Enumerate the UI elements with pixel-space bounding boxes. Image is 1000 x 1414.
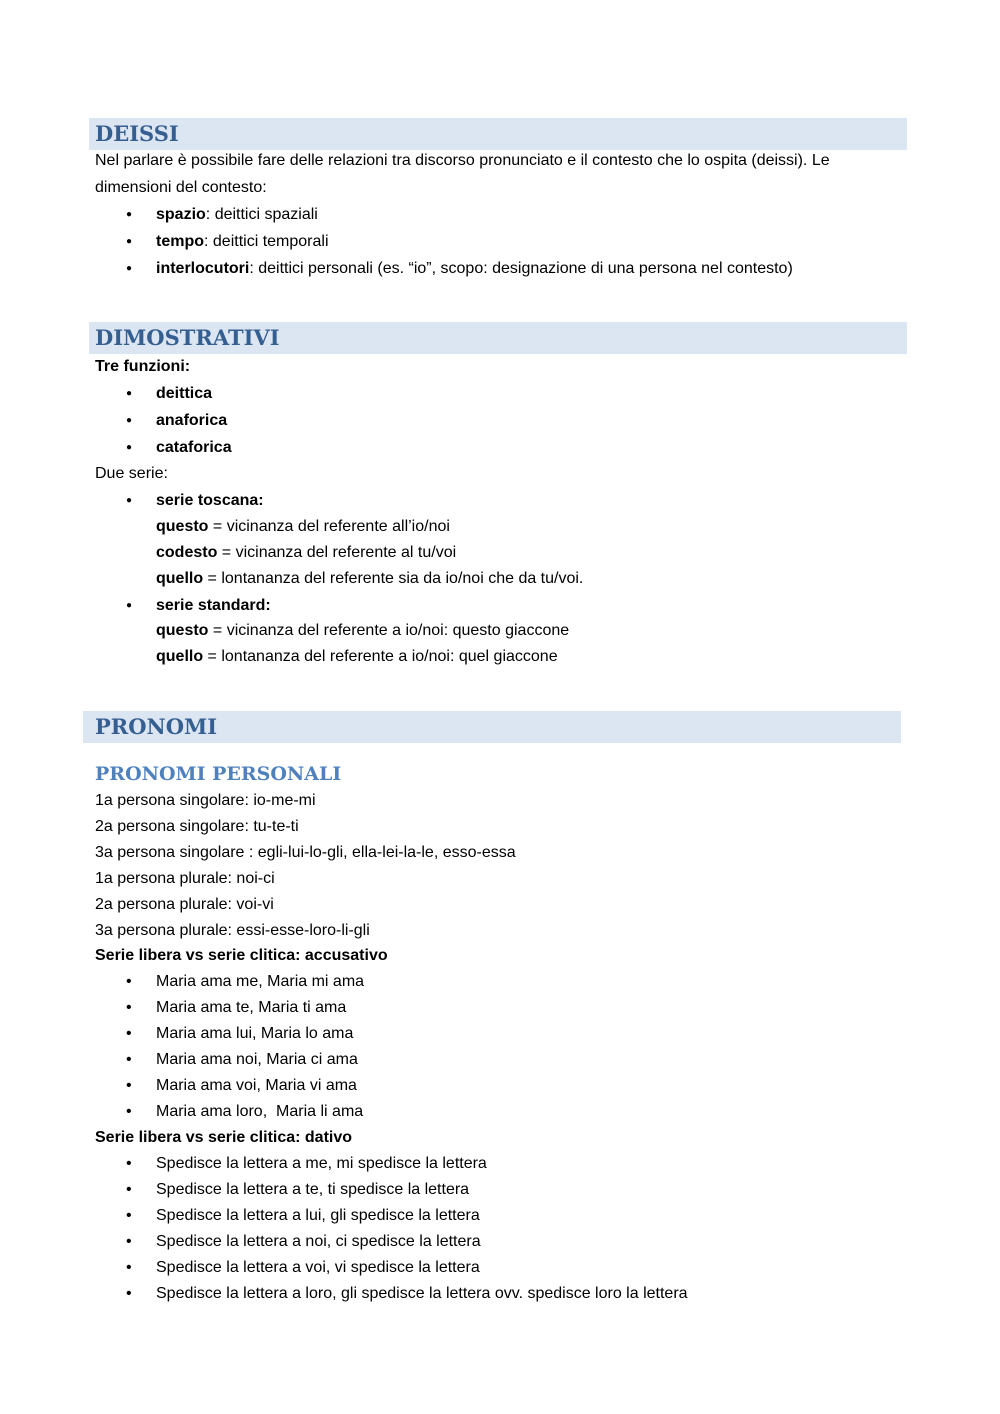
- section-heading-dimostrativi: DIMOSTRATIVI: [89, 322, 907, 354]
- deissi-term: tempo: [156, 233, 204, 250]
- pronoun-term: quello: [156, 648, 204, 665]
- deissi-desc: : deittici personali (es. “io”, scopo: designazione di una persona nel contesto): [249, 260, 793, 277]
- pronoun-desc: = vicinanza del referente all’io/noi: [208, 518, 450, 535]
- bullet-icon: [126, 1023, 132, 1045]
- persona-row: 2a persona plurale: voi-vi: [95, 896, 274, 913]
- pronoun-desc: = lontananza del referente sia da io/noi che da tu/voi.: [203, 570, 584, 587]
- bullet-icon: [126, 383, 132, 405]
- deissi-desc: : deittici temporali: [204, 233, 329, 250]
- serie-label: Due serie:: [95, 465, 168, 482]
- accusativo-example: Maria ama lui, Maria lo ama: [156, 1025, 354, 1042]
- deissi-intro-line-2: dimensioni del contesto:: [95, 179, 267, 196]
- section-heading-pronomi: PRONOMI: [83, 711, 901, 743]
- dativo-example: Spedisce la lettera a noi, ci spedisce la lettera: [156, 1233, 481, 1250]
- deissi-item-interlocutori: [156, 258, 793, 280]
- dativo-example: Spedisce la lettera a lui, gli spedisce la lettera: [156, 1207, 480, 1224]
- bullet-icon: [126, 258, 132, 280]
- bullet-icon: [126, 204, 132, 226]
- pronoun-term: quello: [156, 570, 204, 587]
- accusativo-example: Maria ama loro, Maria li ama: [156, 1103, 364, 1120]
- bullet-icon: [126, 971, 132, 993]
- serie-standard-row: [156, 646, 558, 668]
- bullet-icon: [126, 410, 132, 432]
- bullet-icon: [126, 1075, 132, 1097]
- serie-toscana-row: [156, 542, 456, 564]
- bullet-icon: [126, 1205, 132, 1227]
- persona-row: 2a persona singolare: tu-te-ti: [95, 818, 299, 835]
- bullet-icon: [126, 595, 132, 617]
- funzione-item: deittica: [156, 385, 213, 402]
- deissi-term: spazio: [156, 206, 206, 223]
- serie-standard-label: serie standard:: [156, 597, 271, 614]
- accusativo-label: Serie libera vs serie clitica: accusativo: [95, 947, 388, 964]
- pronoun-desc: = vicinanza del referente a io/noi: questo giaccone: [208, 622, 570, 639]
- pronoun-desc: = vicinanza del referente al tu/voi: [217, 544, 457, 561]
- bullet-icon: [126, 231, 132, 253]
- bullet-icon: [126, 1179, 132, 1201]
- subheading-pronomi-personali: PRONOMI PERSONALI: [95, 763, 342, 785]
- pronoun-term: codesto: [156, 544, 218, 561]
- dativo-example: Spedisce la lettera a loro, gli spedisce la lettera ovv. spedisce loro la lettera: [156, 1285, 688, 1302]
- deissi-desc: : deittici spaziali: [205, 206, 318, 223]
- funzioni-label: Tre funzioni:: [95, 358, 191, 375]
- deissi-intro-line-1: Nel parlare è possibile fare delle relazioni tra discorso pronunciato e il contesto che lo ospita (deissi). Le: [95, 152, 830, 169]
- bullet-icon: [126, 1283, 132, 1305]
- accusativo-example: Maria ama voi, Maria vi ama: [156, 1077, 357, 1094]
- bullet-icon: [126, 1049, 132, 1071]
- bullet-icon: [126, 997, 132, 1019]
- dativo-label: Serie libera vs serie clitica: dativo: [95, 1129, 353, 1146]
- serie-toscana-row: [156, 516, 450, 538]
- persona-row: 3a persona plurale: essi-esse-loro-li-gli: [95, 922, 370, 939]
- funzione-item: anaforica: [156, 412, 228, 429]
- bullet-icon: [126, 437, 132, 459]
- bullet-icon: [126, 1101, 132, 1123]
- section-heading-deissi: DEISSI: [89, 118, 907, 150]
- pronoun-term: questo: [156, 622, 209, 639]
- persona-row: 1a persona singolare: io-me-mi: [95, 792, 316, 809]
- dativo-example: Spedisce la lettera a voi, vi spedisce la lettera: [156, 1259, 480, 1276]
- accusativo-example: Maria ama te, Maria ti ama: [156, 999, 347, 1016]
- serie-toscana-row: [156, 568, 583, 590]
- serie-standard-row: [156, 620, 569, 642]
- bullet-icon: [126, 490, 132, 512]
- serie-toscana-label: serie toscana:: [156, 492, 264, 509]
- deissi-item-tempo: [156, 231, 329, 253]
- bullet-icon: [126, 1231, 132, 1253]
- accusativo-example: Maria ama me, Maria mi ama: [156, 973, 365, 990]
- persona-row: 1a persona plurale: noi-ci: [95, 870, 275, 887]
- bullet-icon: [126, 1153, 132, 1175]
- pronoun-term: questo: [156, 518, 209, 535]
- pronoun-desc: = lontananza del referente a io/noi: quel giaccone: [203, 648, 558, 665]
- accusativo-example: Maria ama noi, Maria ci ama: [156, 1051, 358, 1068]
- dativo-example: Spedisce la lettera a me, mi spedisce la lettera: [156, 1155, 487, 1172]
- persona-row: 3a persona singolare : egli-lui-lo-gli, ella-lei-la-le, esso-essa: [95, 844, 516, 861]
- funzione-item: cataforica: [156, 439, 232, 456]
- deissi-item-spazio: [156, 204, 318, 226]
- bullet-icon: [126, 1257, 132, 1279]
- dativo-example: Spedisce la lettera a te, ti spedisce la lettera: [156, 1181, 470, 1198]
- deissi-term: interlocutori: [156, 260, 250, 277]
